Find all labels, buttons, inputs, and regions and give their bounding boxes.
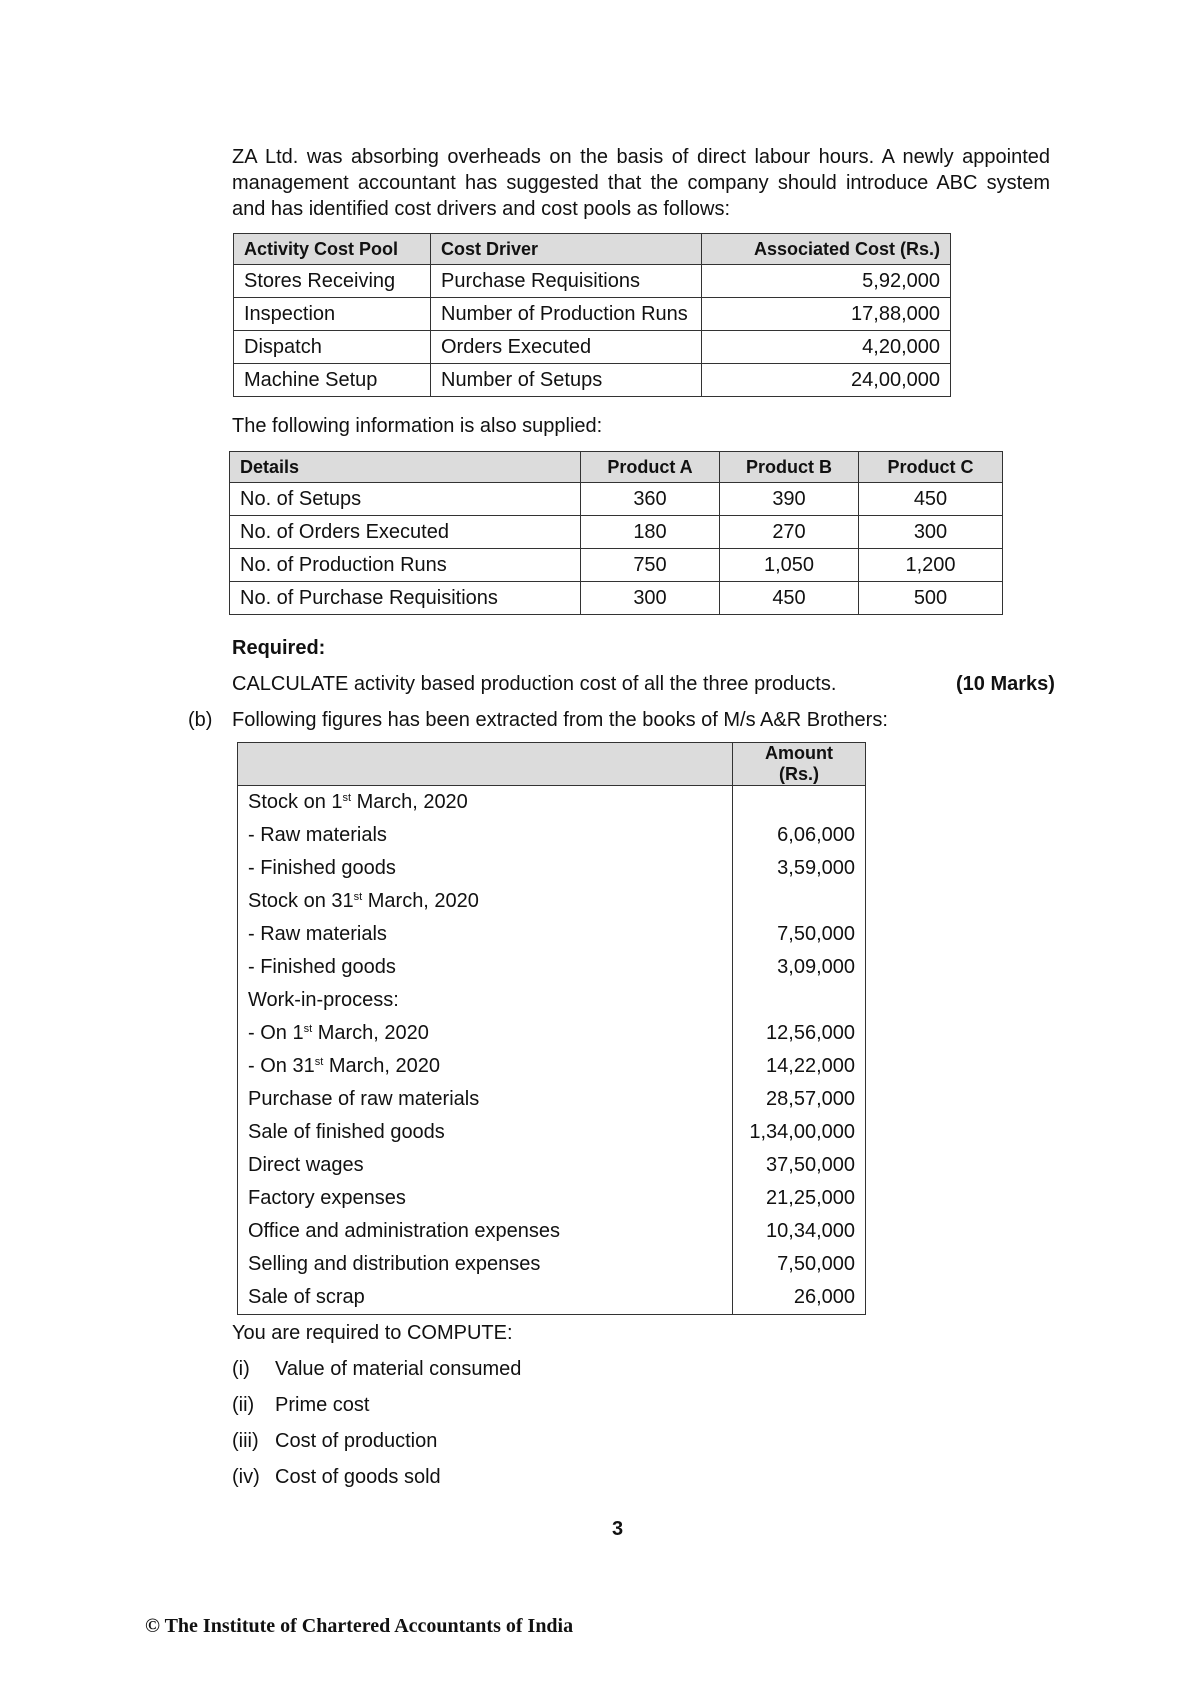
row-amount: 28,57,000 <box>733 1083 866 1116</box>
table-row <box>238 1116 866 1149</box>
part-label: (b) <box>188 709 213 731</box>
table-row <box>238 852 866 885</box>
table-row <box>234 298 951 331</box>
row-amount: 26,000 <box>733 1281 866 1315</box>
row-label: Stock on 1st March, 2020 <box>238 786 733 820</box>
table-row <box>238 1182 866 1215</box>
row-amount: 10,34,000 <box>733 1215 866 1248</box>
table-cell: 180 <box>581 516 720 549</box>
table-cell: Purchase Requisitions <box>431 265 702 298</box>
table-row <box>230 582 1003 615</box>
row-amount: 37,50,000 <box>733 1149 866 1182</box>
table-row <box>230 516 1003 549</box>
row-label: Direct wages <box>238 1149 733 1182</box>
page-number: 3 <box>612 1518 624 1540</box>
row-amount: 3,09,000 <box>733 951 866 984</box>
table-row <box>234 331 951 364</box>
compute-item-text: Cost of production <box>275 1430 438 1452</box>
table-row <box>238 1017 866 1050</box>
row-label: Work-in-process: <box>238 984 733 1017</box>
column-header: Details <box>230 452 581 483</box>
row-label: Sale of finished goods <box>238 1116 733 1149</box>
table-row <box>238 1149 866 1182</box>
table-row <box>238 1281 866 1315</box>
table-cell: 24,00,000 <box>702 364 951 397</box>
table-cell: 17,88,000 <box>702 298 951 331</box>
table-cell: Inspection <box>234 298 431 331</box>
table-cell: Number of Production Runs <box>431 298 702 331</box>
row-label: - Raw materials <box>238 819 733 852</box>
part-b-text: Following figures has been extracted from the books of M/s A&R Brothers: <box>232 709 888 731</box>
table-row <box>238 885 866 918</box>
table-cell: Orders Executed <box>431 331 702 364</box>
table-row <box>238 951 866 984</box>
row-amount: 7,50,000 <box>733 1248 866 1281</box>
table-row <box>238 1050 866 1083</box>
table-cell: Machine Setup <box>234 364 431 397</box>
row-amount <box>733 786 866 820</box>
row-label: - Finished goods <box>238 852 733 885</box>
compute-item-number: (iv) <box>232 1466 260 1488</box>
row-amount <box>733 984 866 1017</box>
table-row <box>234 364 951 397</box>
compute-instruction: You are required to COMPUTE: <box>232 1322 513 1344</box>
row-amount: 21,25,000 <box>733 1182 866 1215</box>
table-row <box>238 786 866 820</box>
row-label: Sale of scrap <box>238 1281 733 1315</box>
table-cell: 360 <box>581 483 720 516</box>
required-label: Required: <box>232 637 326 659</box>
table-row <box>238 1248 866 1281</box>
table-cell: Number of Setups <box>431 364 702 397</box>
table-cell: 4,20,000 <box>702 331 951 364</box>
table-header-row <box>234 234 951 265</box>
table-cell: No. of Setups <box>230 483 581 516</box>
row-label: - Raw materials <box>238 918 733 951</box>
table-cell: 5,92,000 <box>702 265 951 298</box>
table-cell: No. of Production Runs <box>230 549 581 582</box>
table-row <box>238 819 866 852</box>
table-cell: Stores Receiving <box>234 265 431 298</box>
table-header-row <box>230 452 1003 483</box>
compute-item-text: Prime cost <box>275 1394 370 1416</box>
table-cell: No. of Orders Executed <box>230 516 581 549</box>
table-cell: 300 <box>859 516 1003 549</box>
column-header: Associated Cost (Rs.) <box>702 234 951 265</box>
table-cell: Dispatch <box>234 331 431 364</box>
table-cell: 300 <box>581 582 720 615</box>
compute-item-number: (i) <box>232 1358 250 1380</box>
column-header: Cost Driver <box>431 234 702 265</box>
compute-item-text: Cost of goods sold <box>275 1466 441 1488</box>
table-row <box>238 984 866 1017</box>
row-amount: 7,50,000 <box>733 918 866 951</box>
column-header: Product C <box>859 452 1003 483</box>
footer-copyright: © The Institute of Chartered Accountants of India <box>145 1615 574 1637</box>
column-header-blank <box>238 743 733 786</box>
row-label: Stock on 31st March, 2020 <box>238 885 733 918</box>
intro-paragraph: ZA Ltd. was absorbing overheads on the basis of direct labour hours. A newly appointed management accountant has suggested that the company should introduce ABC system and has identified cost drivers and cost pools as follows: <box>232 146 1050 220</box>
row-label: Purchase of raw materials <box>238 1083 733 1116</box>
table-row <box>238 1215 866 1248</box>
row-amount: 1,34,00,000 <box>733 1116 866 1149</box>
table-cell: No. of Purchase Requisitions <box>230 582 581 615</box>
table-row <box>238 918 866 951</box>
info-text: The following information is also supplied: <box>232 415 603 437</box>
table-cell: 1,050 <box>720 549 859 582</box>
table-cell: 270 <box>720 516 859 549</box>
column-header: Amount (Rs.) <box>733 743 866 786</box>
table-header-row <box>238 743 866 786</box>
table-row <box>230 483 1003 516</box>
row-amount: 14,22,000 <box>733 1050 866 1083</box>
table-cell: 450 <box>720 582 859 615</box>
row-amount: 6,06,000 <box>733 819 866 852</box>
amount-table <box>237 742 866 1315</box>
compute-item-number: (ii) <box>232 1394 255 1416</box>
table-row <box>234 265 951 298</box>
compute-item-number: (iii) <box>232 1430 259 1452</box>
table-row <box>230 549 1003 582</box>
table-cell: 500 <box>859 582 1003 615</box>
row-amount: 12,56,000 <box>733 1017 866 1050</box>
details-table <box>229 451 1003 615</box>
compute-item-text: Value of material consumed <box>275 1358 522 1380</box>
table-cell: 1,200 <box>859 549 1003 582</box>
marks-label: (10 Marks) <box>956 673 1055 695</box>
column-header: Activity Cost Pool <box>234 234 431 265</box>
table-row <box>238 1083 866 1116</box>
table-cell: 390 <box>720 483 859 516</box>
column-header: Product A <box>581 452 720 483</box>
row-label: - On 31st March, 2020 <box>238 1050 733 1083</box>
table-cell: 450 <box>859 483 1003 516</box>
table-cell: 750 <box>581 549 720 582</box>
row-label: - Finished goods <box>238 951 733 984</box>
row-amount <box>733 885 866 918</box>
column-header: Product B <box>720 452 859 483</box>
calculate-instruction: CALCULATE activity based production cost of all the three products. <box>232 673 837 695</box>
row-amount: 3,59,000 <box>733 852 866 885</box>
row-label: Selling and distribution expenses <box>238 1248 733 1281</box>
row-label: - On 1st March, 2020 <box>238 1017 733 1050</box>
cost-pool-table <box>233 233 951 397</box>
row-label: Office and administration expenses <box>238 1215 733 1248</box>
row-label: Factory expenses <box>238 1182 733 1215</box>
